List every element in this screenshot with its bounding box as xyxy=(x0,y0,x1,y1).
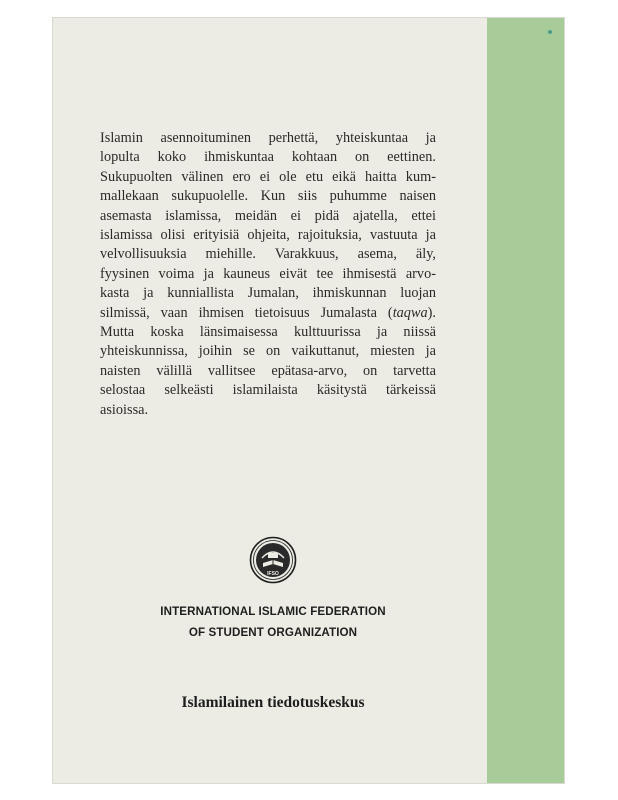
book-back-cover xyxy=(52,17,565,784)
blurb-line: lopulta koko ihmiskuntaa kohtaan on eettinen. xyxy=(100,149,436,166)
green-spine-band xyxy=(487,18,564,783)
publisher-name: Islamilainen tiedotuskeskus xyxy=(181,694,365,711)
blurb-line: asioissa. xyxy=(100,401,149,418)
taqwa-close: ). xyxy=(427,304,436,321)
blurb-line: naisten välillä vallitsee epätasa-arvo, on tarvetta xyxy=(100,362,436,379)
blurb-line: velvollisuuksia miehille. Varakkuus, asema, äly, xyxy=(100,246,436,263)
blurb-line: Mutta koska länsimaisessa kulttuurissa ja niissä xyxy=(100,324,436,341)
ifso-emblem-icon xyxy=(249,536,297,584)
blurb-text xyxy=(100,129,436,420)
organization-name xyxy=(133,601,413,643)
blurb-line: Islamin asennoituminen perhettä, yhteiskuntaa ja xyxy=(100,130,436,146)
blurb-line: kasta ja kunniallista Jumalan, ihmiskunnan luojan xyxy=(100,285,436,302)
blurb-line: Sukupuolten välinen ero ei ole etu eikä haitta kum- xyxy=(100,168,436,185)
organization-line-1: INTERNATIONAL ISLAMIC FEDERATION xyxy=(160,605,386,618)
blurb-line-text: silmissä, vaan ihmisen tietoisuus Jumalasta ( xyxy=(100,304,393,321)
blurb-line-taqwa xyxy=(100,304,436,323)
organization-line-2: OF STUDENT ORGANIZATION xyxy=(188,626,358,639)
blurb-line: selostaa selkeästi islamilaista käsitystä tärkeissä xyxy=(100,382,436,399)
blurb-line: islamissa olisi erityisiä ohjeita, rajoituksia, vastuuta ja xyxy=(100,227,436,244)
blurb-line: asemasta islamissa, meidän ei pidä ajatella, ettei xyxy=(100,207,436,224)
spine-dot xyxy=(548,30,552,34)
blurb-line: mallekaan sukupuolelle. Kun siis puhumme naisen xyxy=(100,188,436,205)
logo-initials: IFSO xyxy=(267,571,279,577)
taqwa-term: taqwa xyxy=(392,304,428,321)
blurb-line: yhteiskunnissa, joihin se on vaikuttanut, miesten ja xyxy=(100,343,436,360)
blurb-line: fyysinen voima ja kauneus eivät tee ihmisestä arvo- xyxy=(100,265,436,282)
